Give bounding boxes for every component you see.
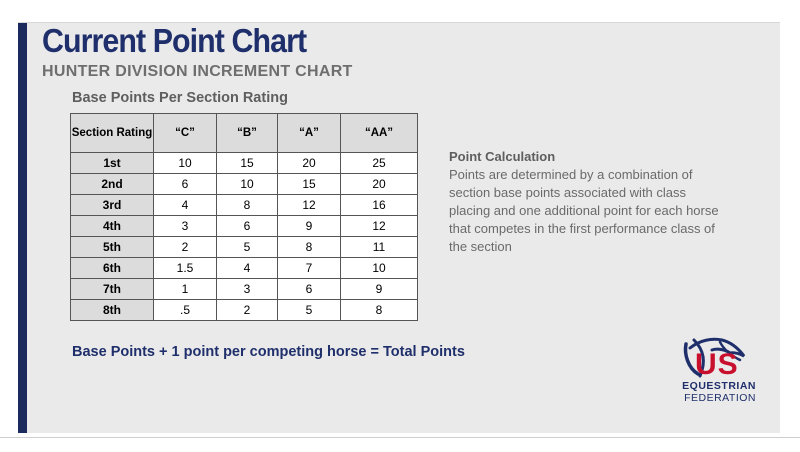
cell-c: 10 bbox=[154, 153, 217, 174]
cell-aa: 12 bbox=[341, 216, 418, 237]
cell-aa: 25 bbox=[341, 153, 418, 174]
cell-c: 1.5 bbox=[154, 258, 217, 279]
cell-b: 6 bbox=[217, 216, 278, 237]
point-calculation-heading: Point Calculation bbox=[449, 149, 556, 164]
cell-b: 15 bbox=[217, 153, 278, 174]
row-rank: 7th bbox=[71, 279, 154, 300]
point-calculation-text: Points are determined by a combination of section base points associated with class placing and one additional point for each horse that competes in the first performance class of the section bbox=[449, 167, 719, 254]
bottom-divider bbox=[0, 437, 800, 438]
table-title: Base Points Per Section Rating bbox=[72, 90, 288, 106]
row-rank: 4th bbox=[71, 216, 154, 237]
accent-bar bbox=[18, 23, 27, 433]
cell-a: 6 bbox=[278, 279, 341, 300]
header-section-rating: Section Rating bbox=[71, 114, 154, 153]
row-rank: 5th bbox=[71, 237, 154, 258]
cell-a: 12 bbox=[278, 195, 341, 216]
cell-a: 7 bbox=[278, 258, 341, 279]
cell-a: 8 bbox=[278, 237, 341, 258]
cell-b: 8 bbox=[217, 195, 278, 216]
cell-b: 5 bbox=[217, 237, 278, 258]
cell-aa: 11 bbox=[341, 237, 418, 258]
cell-a: 15 bbox=[278, 174, 341, 195]
header-a: “A” bbox=[278, 114, 341, 153]
table-row bbox=[71, 258, 418, 279]
logo-federation-text: FEDERATION bbox=[684, 392, 756, 404]
table-row bbox=[71, 174, 418, 195]
cell-b: 3 bbox=[217, 279, 278, 300]
total-points-formula: Base Points + 1 point per competing horse = Total Points bbox=[72, 344, 465, 360]
cell-c: 6 bbox=[154, 174, 217, 195]
cell-b: 10 bbox=[217, 174, 278, 195]
table-row bbox=[71, 279, 418, 300]
cell-aa: 20 bbox=[341, 174, 418, 195]
cell-c: 2 bbox=[154, 237, 217, 258]
table-row bbox=[71, 216, 418, 237]
cell-b: 4 bbox=[217, 258, 278, 279]
points-table bbox=[70, 113, 418, 321]
row-rank: 2nd bbox=[71, 174, 154, 195]
row-rank: 8th bbox=[71, 300, 154, 321]
row-rank: 6th bbox=[71, 258, 154, 279]
cell-aa: 9 bbox=[341, 279, 418, 300]
header-aa: “AA” bbox=[341, 114, 418, 153]
row-rank: 3rd bbox=[71, 195, 154, 216]
cell-a: 20 bbox=[278, 153, 341, 174]
cell-a: 5 bbox=[278, 300, 341, 321]
table-row bbox=[71, 195, 418, 216]
row-rank: 1st bbox=[71, 153, 154, 174]
cell-b: 2 bbox=[217, 300, 278, 321]
cell-aa: 16 bbox=[341, 195, 418, 216]
slide-title: Current Point Chart bbox=[42, 22, 307, 59]
cell-c: .5 bbox=[154, 300, 217, 321]
table-row bbox=[71, 300, 418, 321]
cell-c: 4 bbox=[154, 195, 217, 216]
header-c: “C” bbox=[154, 114, 217, 153]
header-b: “B” bbox=[217, 114, 278, 153]
cell-aa: 8 bbox=[341, 300, 418, 321]
logo-equestrian-text: EQUESTRIAN bbox=[682, 380, 756, 392]
cell-aa: 10 bbox=[341, 258, 418, 279]
cell-c: 3 bbox=[154, 216, 217, 237]
table-row bbox=[71, 237, 418, 258]
cell-a: 9 bbox=[278, 216, 341, 237]
logo-us-mark: US bbox=[695, 348, 739, 381]
slide-subtitle: HUNTER DIVISION INCREMENT CHART bbox=[42, 63, 353, 80]
cell-c: 1 bbox=[154, 279, 217, 300]
table-header-row bbox=[71, 114, 418, 153]
table-row bbox=[71, 153, 418, 174]
